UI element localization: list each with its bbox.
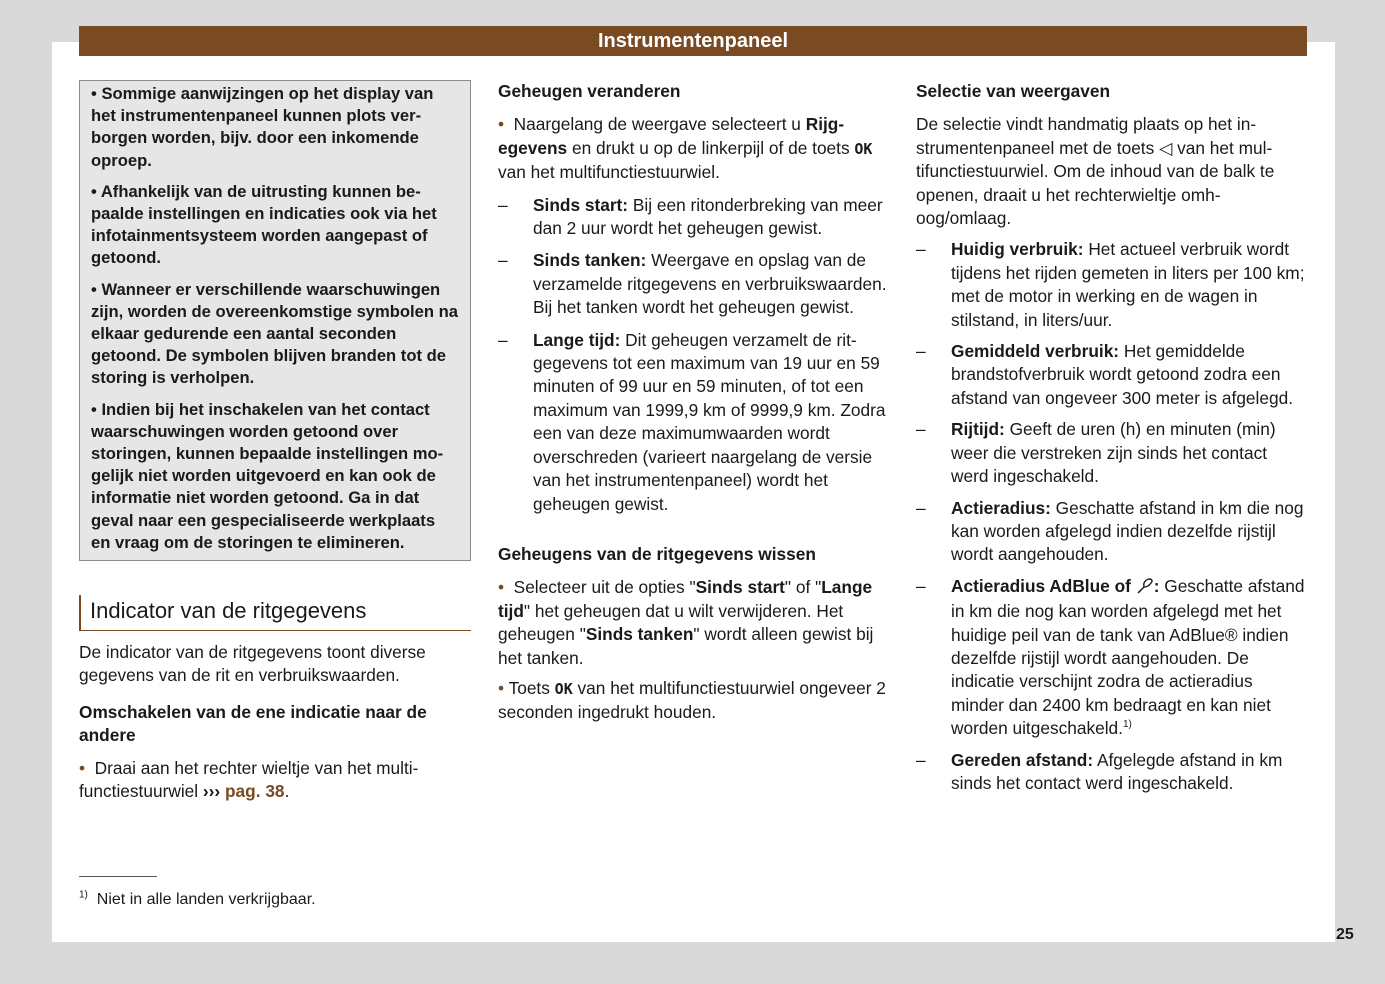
memory-paragraph: • Naargelang de weergave selecteert u Rijgegevens en drukt u op de linkerpijl of de toets OK van het multifunctiestuurwiel.	[498, 114, 873, 183]
note-item: • Indien bij het inschakelen van het contact waarschuwingen worden getoond over storingen, kunnen bepaalde instellingen mogelijk niet worden uitgevoerd en kan ook de informatie niet worden getoond. Ga in dat geval naar een gespecialiseerde werkplaats en vraag om de storingen te elimineren.	[91, 399, 444, 552]
note-item: • Wanneer er verschillende waarschuwingen zijn, worden de overeenkomstige symbolen na elkaar gedurende een aantal seconden getoond. De symbolen blijven branden tot de storing is verholpen.	[91, 279, 458, 388]
list-item: – Lange tijd: Dit geheugen verzamelt de ritgegevens tot een maximum van 19 uur en 59 minuten of 99 uur en 59 minuten, of tot een maximum van 1999,9 km of 9999,9 km. Zodra een van deze maximumwaarden wordt overschreden (varieert naargelang de versie van het instrumentenpaneel) wordt het geheugen gewist.	[498, 329, 890, 516]
dash-icon: –	[916, 341, 926, 362]
note-item: • Afhankelijk van de uitrusting kunnen bepaalde instellingen en indicaties ook via het infotainmentsysteem worden aangepast of getoond.	[91, 181, 437, 268]
subheading: Geheugen veranderen	[498, 81, 681, 101]
bullet-icon: •	[79, 757, 86, 778]
ok-button-icon: OK	[854, 139, 873, 158]
bullet-icon: •	[498, 677, 505, 698]
chevrons-icon: ›››	[202, 781, 221, 802]
page-number: 25	[1336, 926, 1354, 943]
page-reference-link[interactable]: pag. 38	[225, 781, 285, 802]
section-title: Indicator van de ritgegevens	[79, 595, 471, 631]
dash-icon: –	[916, 575, 926, 596]
column-left	[79, 80, 471, 804]
list-item: – Actieradius AdBlue of : Geschatte afstand in km die nog kan worden afgelegd met het huidige peil van de tank van AdBlue® indien dezelfde rijstijl wordt aangehouden. De indicatie verschijnt zodra de actieradius minder dan 2400 km bedraagt en kan niet worden uitgeschakeld.$^{1)}$	[916, 575, 1308, 741]
ok-button-icon: OK	[554, 679, 573, 698]
press-paragraph: • Toets OK van het multifunctiestuurwiel ongeveer 2 seconden ingedrukt houden.	[498, 677, 886, 723]
arrow-left-icon: ◁	[1159, 137, 1173, 158]
adblue-pump-icon	[1136, 577, 1154, 600]
selection-paragraph: De selectie vindt handmatig plaats op het instrumentenpaneel met de toets ◁ van het multifunctiestuurwiel. Om de inhoud van de balk te openen, draait u het rechterwieltje omhoog/omlaag.	[916, 114, 1275, 229]
bullet-icon: •	[91, 84, 97, 103]
footnote-divider	[79, 876, 157, 877]
clear-paragraph: • Selecteer uit de opties "Sinds start" of "Lange tijd" het geheugen dat u wilt verwijderen. Het geheugen "Sinds tanken" wordt alleen gewist bij het tanken.	[498, 577, 874, 668]
footnote-marker: 1)	[1122, 719, 1132, 731]
subheading: Selectie van weergaven	[916, 81, 1111, 101]
column-middle	[498, 80, 890, 725]
list-item: – Rijtijd: Geeft de uren (h) en minuten (min) weer die verstreken zijn sinds het contact werd ingeschakeld.	[916, 418, 1308, 488]
footnote: $^{1)}$ Niet in alle landen verkrijgbaar.	[79, 889, 316, 908]
dash-icon: –	[916, 239, 926, 260]
column-right	[916, 80, 1308, 795]
list-item: – Sinds tanken: Weergave en opslag van de verzamelde ritgegevens en verbruikswaarden. Bij het tanken wordt het geheugen gewist.	[498, 249, 890, 319]
bullet-icon: •	[498, 114, 505, 135]
subheading: Omschakelen van de ene indicatie naar de andere	[79, 701, 427, 746]
step-paragraph: • Draai aan het rechter wieltje van het multifunctiestuurwiel ››› pag. 38.	[79, 757, 419, 802]
dash-icon: –	[498, 250, 508, 271]
dash-icon: –	[916, 419, 926, 440]
bullet-icon: •	[91, 181, 97, 201]
subheading: Geheugens van de ritgegevens wissen	[498, 543, 816, 564]
dash-icon: –	[498, 194, 508, 215]
list-item: – Huidig verbruik: Het actueel verbruik wordt tijdens het rijden gemeten in liters per 100 km; met de motor in werking en de wagen in stilstand, in liters/uur.	[916, 238, 1308, 332]
bullet-icon: •	[498, 577, 505, 598]
page-header: Instrumentenpaneel	[79, 26, 1307, 56]
intro-paragraph: De indicator van de ritgegevens toont diverse gegevens van de rit en verbruikswaarden.	[79, 642, 426, 686]
dash-icon: –	[916, 749, 926, 770]
dash-icon: –	[916, 497, 926, 518]
bullet-icon: •	[91, 279, 97, 299]
footnote-marker: 1)	[79, 889, 88, 901]
note-box	[79, 80, 471, 561]
bullet-icon: •	[91, 399, 97, 419]
list-item: – Gereden afstand: Afgelegde afstand in km sinds het contact werd ingeschakeld.	[916, 749, 1308, 796]
dash-icon: –	[498, 329, 508, 350]
list-item: – Actieradius: Geschatte afstand in km die nog kan worden afgelegd indien dezelfde rijstijl wordt aangehouden.	[916, 497, 1308, 567]
list-item: – Sinds start: Bij een ritonderbreking van meer dan 2 uur wordt het geheugen gewist.	[498, 194, 890, 241]
list-item: – Gemiddeld verbruik: Het gemiddelde brandstofverbruik wordt getoond zodra een afstand van ongeveer 300 meter is afgelegd.	[916, 340, 1308, 410]
note-item: • Sommige aanwijzingen op het display van het instrumentenpaneel kunnen plots verborgen worden, bijv. door een inkomende oproep.	[91, 84, 434, 170]
